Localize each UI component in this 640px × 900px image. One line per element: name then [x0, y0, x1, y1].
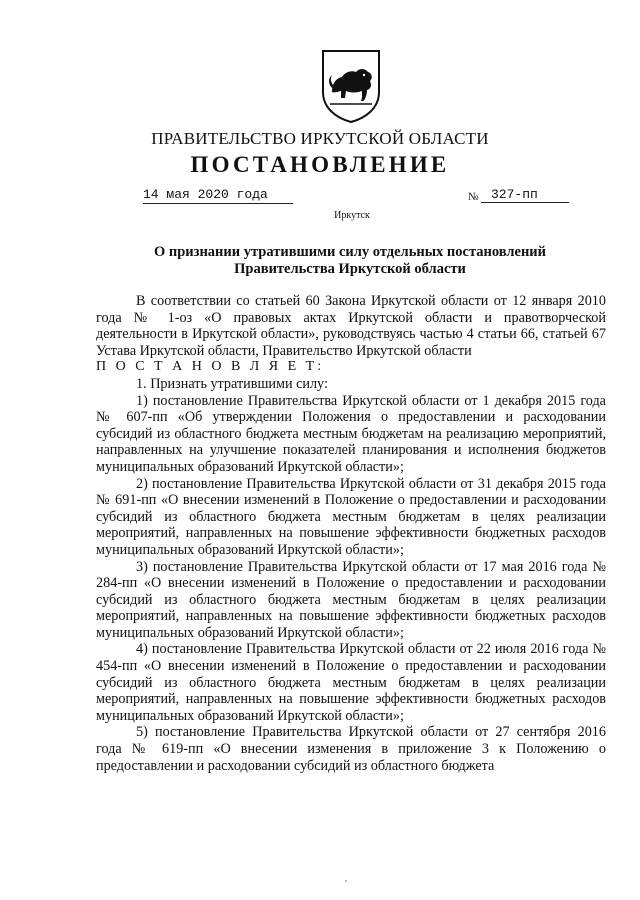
document-city: Иркутск [334, 210, 370, 221]
list-item: 2) постановление Правительства Иркутской области от 31 декабря 2015 года № 691-пп «О внесении изменений в Положение о предоставлении и расходовании субсидий из областного бюджета местным бюджетам в целях реализации мероприятий, направленных на повышение эффективности бюджетных расходов муниципальных образований Иркутской области»; [96, 475, 606, 558]
number-sign: № [468, 191, 479, 203]
preamble-paragraph: В соответствии со статьей 60 Закона Иркутской области от 12 января 2010 года № 1-оз «О правовых актах Иркутской области и правотворческой деятельности в Иркутской области», руководствуясь частью 4 статьи 66, статьей 67 Устава Иркутской области, Правительство Иркутской области [96, 293, 606, 359]
document-number: 327-пп [481, 187, 569, 203]
point-paragraph: 1. Признать утратившими силу: [136, 375, 328, 392]
title-line: Правительства Иркутской области [234, 261, 466, 277]
document-body [96, 293, 606, 774]
list-item: 5) постановление Правительства Иркутской области от 27 сентября 2016 года № 619-пп «О внесении изменения в приложение 3 к Положению о предоставлении и расходовании субсидий из областного бюджета [96, 724, 606, 774]
list-item: 3) постановление Правительства Иркутской области от 17 мая 2016 года № 284-пп «О внесении изменений в Положение о предоставлении и расходовании субсидий из областного бюджета местным бюджетам в целях реализации мероприятий, направленных на повышение эффективности бюджетных расходов муниципальных образований Иркутской области»; [96, 558, 606, 641]
document-date: 14 мая 2020 года [143, 187, 293, 204]
document-title [120, 244, 580, 278]
government-name: ПРАВИТЕЛЬСТВО ИРКУТСКОЙ ОБЛАСТИ [151, 129, 489, 148]
title-line: О признании утратившими силу отдельных постановлений [153, 244, 547, 260]
list-item: 1) постановление Правительства Иркутской области от 1 декабря 2015 года № 607-пп «Об утверждении Положения о предоставлении и расходовании субсидий из областного бюджета местным бюджетам на реализацию мероприятий, направленных на улучшение показателей планирования и исполнения бюджетов муниципальных образований Иркутской области»; [96, 392, 606, 475]
list-item: 4) постановление Правительства Иркутской области от 22 июля 2016 года № 454-пп «О внесении изменений в Положение о предоставлении и расходовании субсидий из областного бюджета местным бюджетам в целях реализации мероприятий, направленных на повышение эффективности бюджетных расходов муниципальных образований Иркутской области»; [96, 641, 606, 724]
decree-word: П О С Т А Н О В Л Я Е Т: [96, 359, 325, 375]
document-type-heading: ПОСТАНОВЛЕНИЕ [190, 152, 450, 177]
scan-speck [345, 880, 347, 882]
irkutsk-coat-of-arms-icon [320, 48, 382, 124]
